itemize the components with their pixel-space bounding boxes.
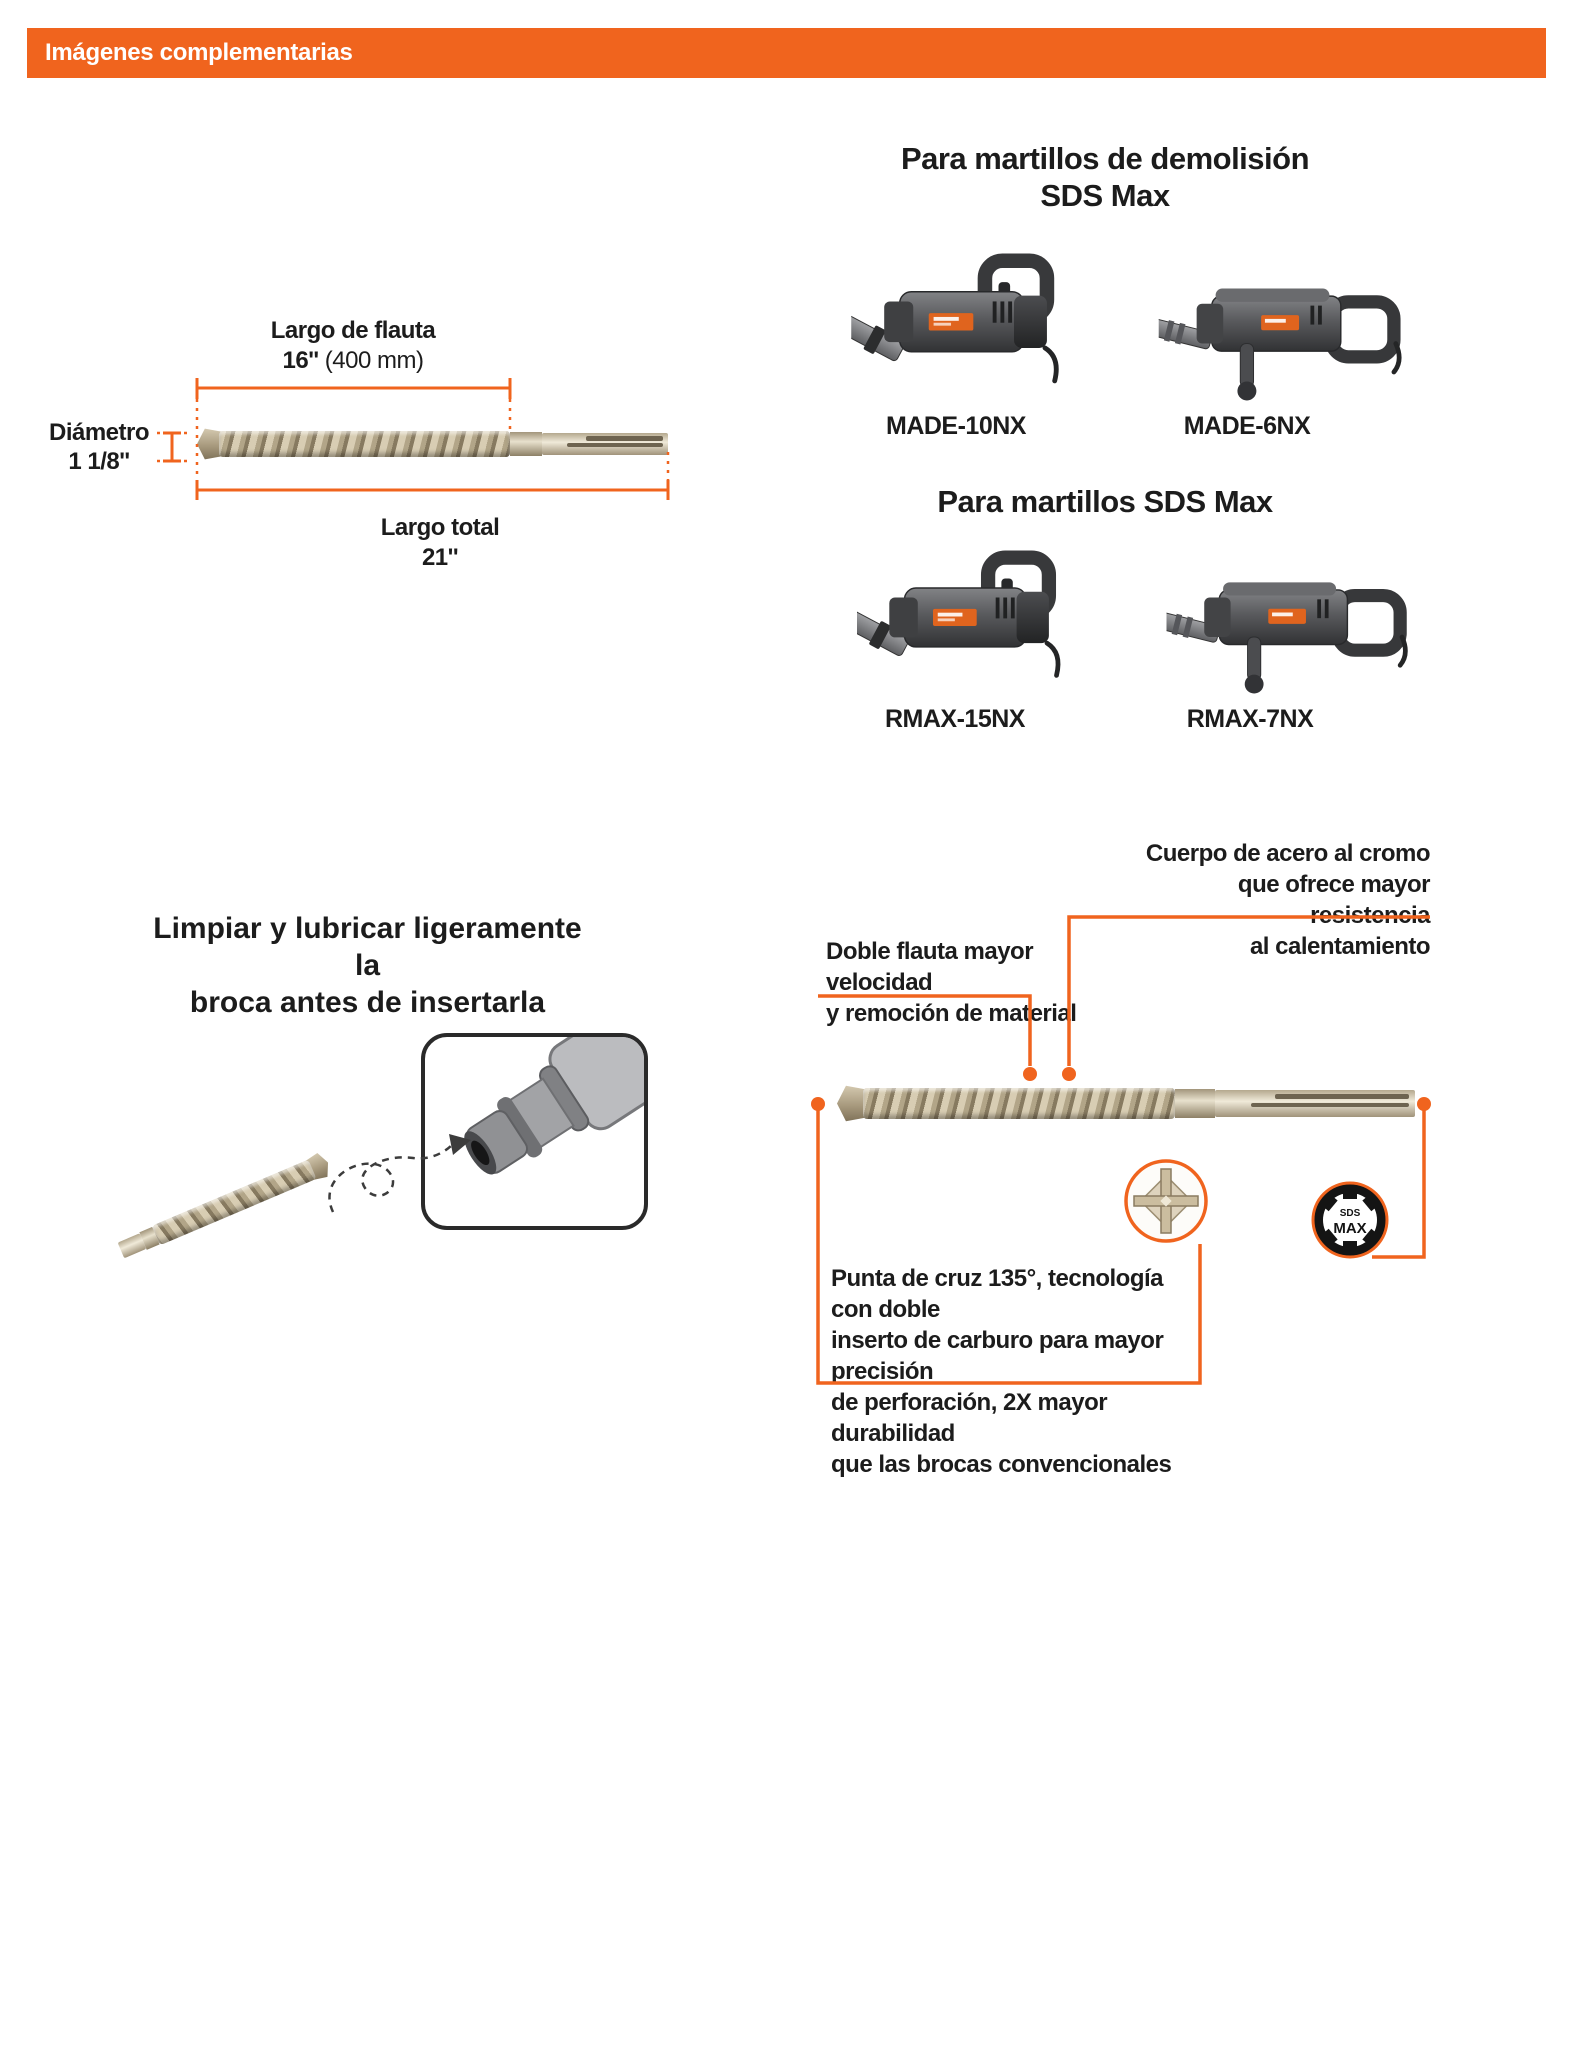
model-label-rmax-15nx: RMAX-15NX [885, 705, 1025, 733]
flute-callout-line1: Doble flauta mayor velocidad [826, 938, 1034, 996]
flute-size-value: 16'' [282, 347, 319, 374]
flute-callout-line2: y remoción de material [826, 1000, 1077, 1027]
diameter-label-text: Diámetro [48, 419, 150, 446]
diameter-bracket [163, 433, 181, 461]
cleaning-heading-line2: broca antes de insertarla [189, 986, 546, 1019]
flute-callout-leader [818, 996, 1037, 1081]
model-label-rmax-7nx: RMAX-7NX [1186, 705, 1314, 733]
flute-size-mm: (400 mm) [318, 347, 424, 374]
tip-callout-line1: Punta de cruz 135°, tecnología con doble [831, 1265, 1164, 1323]
total-label-text: Largo total [380, 514, 500, 541]
badge-callout-leader [1372, 1097, 1431, 1257]
tip-callout-line4: que las brocas convencionales [831, 1451, 1172, 1478]
sds-title: Para martillos SDS Max [937, 484, 1273, 519]
total-size-value: 21'' [421, 544, 459, 571]
body-callout-line3: al calentamiento [1249, 933, 1430, 960]
model-label-made-10nx: MADE-10NX [886, 412, 1026, 440]
section-header-title: Imágenes complementarias [45, 39, 353, 66]
body-callout-line2: que ofrece mayor resistencia [1237, 871, 1430, 929]
body-callout-leader [1062, 917, 1430, 1081]
badge-max-text: MAX [1333, 1220, 1367, 1237]
cleaning-heading-line1: Limpiar y lubricar ligeramente la [153, 912, 582, 982]
total-dimension-line [197, 480, 668, 500]
tip-callout-leader [811, 1097, 1200, 1383]
tip-callout-line2: inserto de carburo para mayor precisión [831, 1327, 1164, 1385]
body-callout-line1: Cuerpo de acero al cromo [1145, 840, 1430, 867]
dashed-extension-lines [157, 399, 668, 489]
demolition-title-line1: Para martillos de demolisión [900, 141, 1310, 176]
badge-sds-text: SDS [1339, 1208, 1361, 1219]
demolition-title-line2: SDS Max [1040, 178, 1170, 213]
tip-callout-line3: de perforación, 2X mayor durabilidad [831, 1389, 1108, 1447]
flute-label-text: Largo de flauta [270, 317, 436, 344]
diameter-size-value: 1 1/8'' [68, 448, 130, 475]
flute-dimension-line [197, 378, 510, 399]
model-label-made-6nx: MADE-6NX [1183, 412, 1311, 440]
